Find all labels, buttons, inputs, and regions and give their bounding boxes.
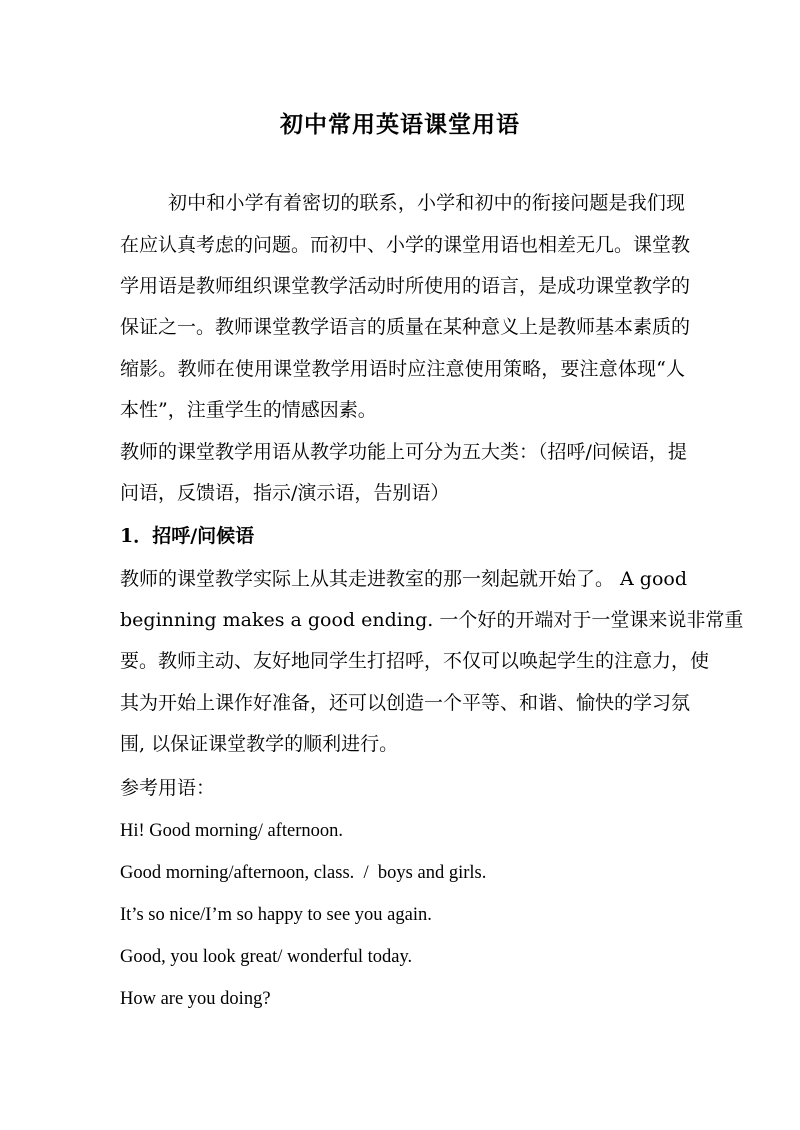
intro-line-3: 学用语是教师组织课堂教学活动时所使用的语言，是成功课堂教学的 (120, 275, 691, 297)
section-heading-greeting: 1．招呼/问候语 (120, 525, 255, 547)
intro-line-2: 在应认真考虑的问题。而初中、小学的课堂用语也相差无几。课堂教 (120, 234, 691, 256)
reference-phrase: Good morning/afternoon, class. / boys and girls. (120, 863, 487, 883)
section1-body-line-1: 教师的课堂教学实际上从其走进教室的那一刻起就开始了。 A good (120, 568, 688, 590)
page-title: 初中常用英语课堂用语 (280, 111, 520, 138)
reference-phrase: How are you doing? (120, 989, 271, 1009)
reference-label: 参考用语： (120, 777, 216, 799)
section1-body-line-2: beginning makes a good ending. 一个好的开端对于一堂课来说非常重 (120, 609, 744, 631)
intro-line-1: 初中和小学有着密切的联系，小学和初中的衔接问题是我们现 (168, 192, 685, 214)
reference-phrase: It’s so nice/I’m so happy to see you again. (120, 905, 432, 925)
reference-phrase: Good, you look great/ wonderful today. (120, 947, 413, 967)
reference-phrase: Hi! Good morning/ afternoon. (120, 821, 343, 841)
intro-line-6: 本性”，注重学生的情感因素。 (120, 399, 377, 421)
section1-body-line-5: 围, 以保证课堂教学的顺利进行。 (120, 733, 399, 755)
intro-line-4: 保证之一。教师课堂教学语言的质量在某种意义上是教师基本素质的 (120, 316, 691, 338)
category-line-1: 教师的课堂教学用语从教学功能上可分为五大类：（招呼/问候语，提 (120, 441, 687, 463)
section1-body-line-4: 其为开始上课作好准备，还可以创造一个平等、和谐、愉快的学习氛 (120, 692, 691, 714)
section1-body-line-3: 要。教师主动、友好地同学生打招呼，不仅可以唤起学生的注意力，使 (120, 650, 710, 672)
category-line-2: 问语，反馈语，指示/演示语，告别语） (120, 482, 450, 504)
intro-line-5: 缩影。教师在使用课堂教学用语时应注意使用策略，要注意体现“人 (120, 358, 685, 380)
